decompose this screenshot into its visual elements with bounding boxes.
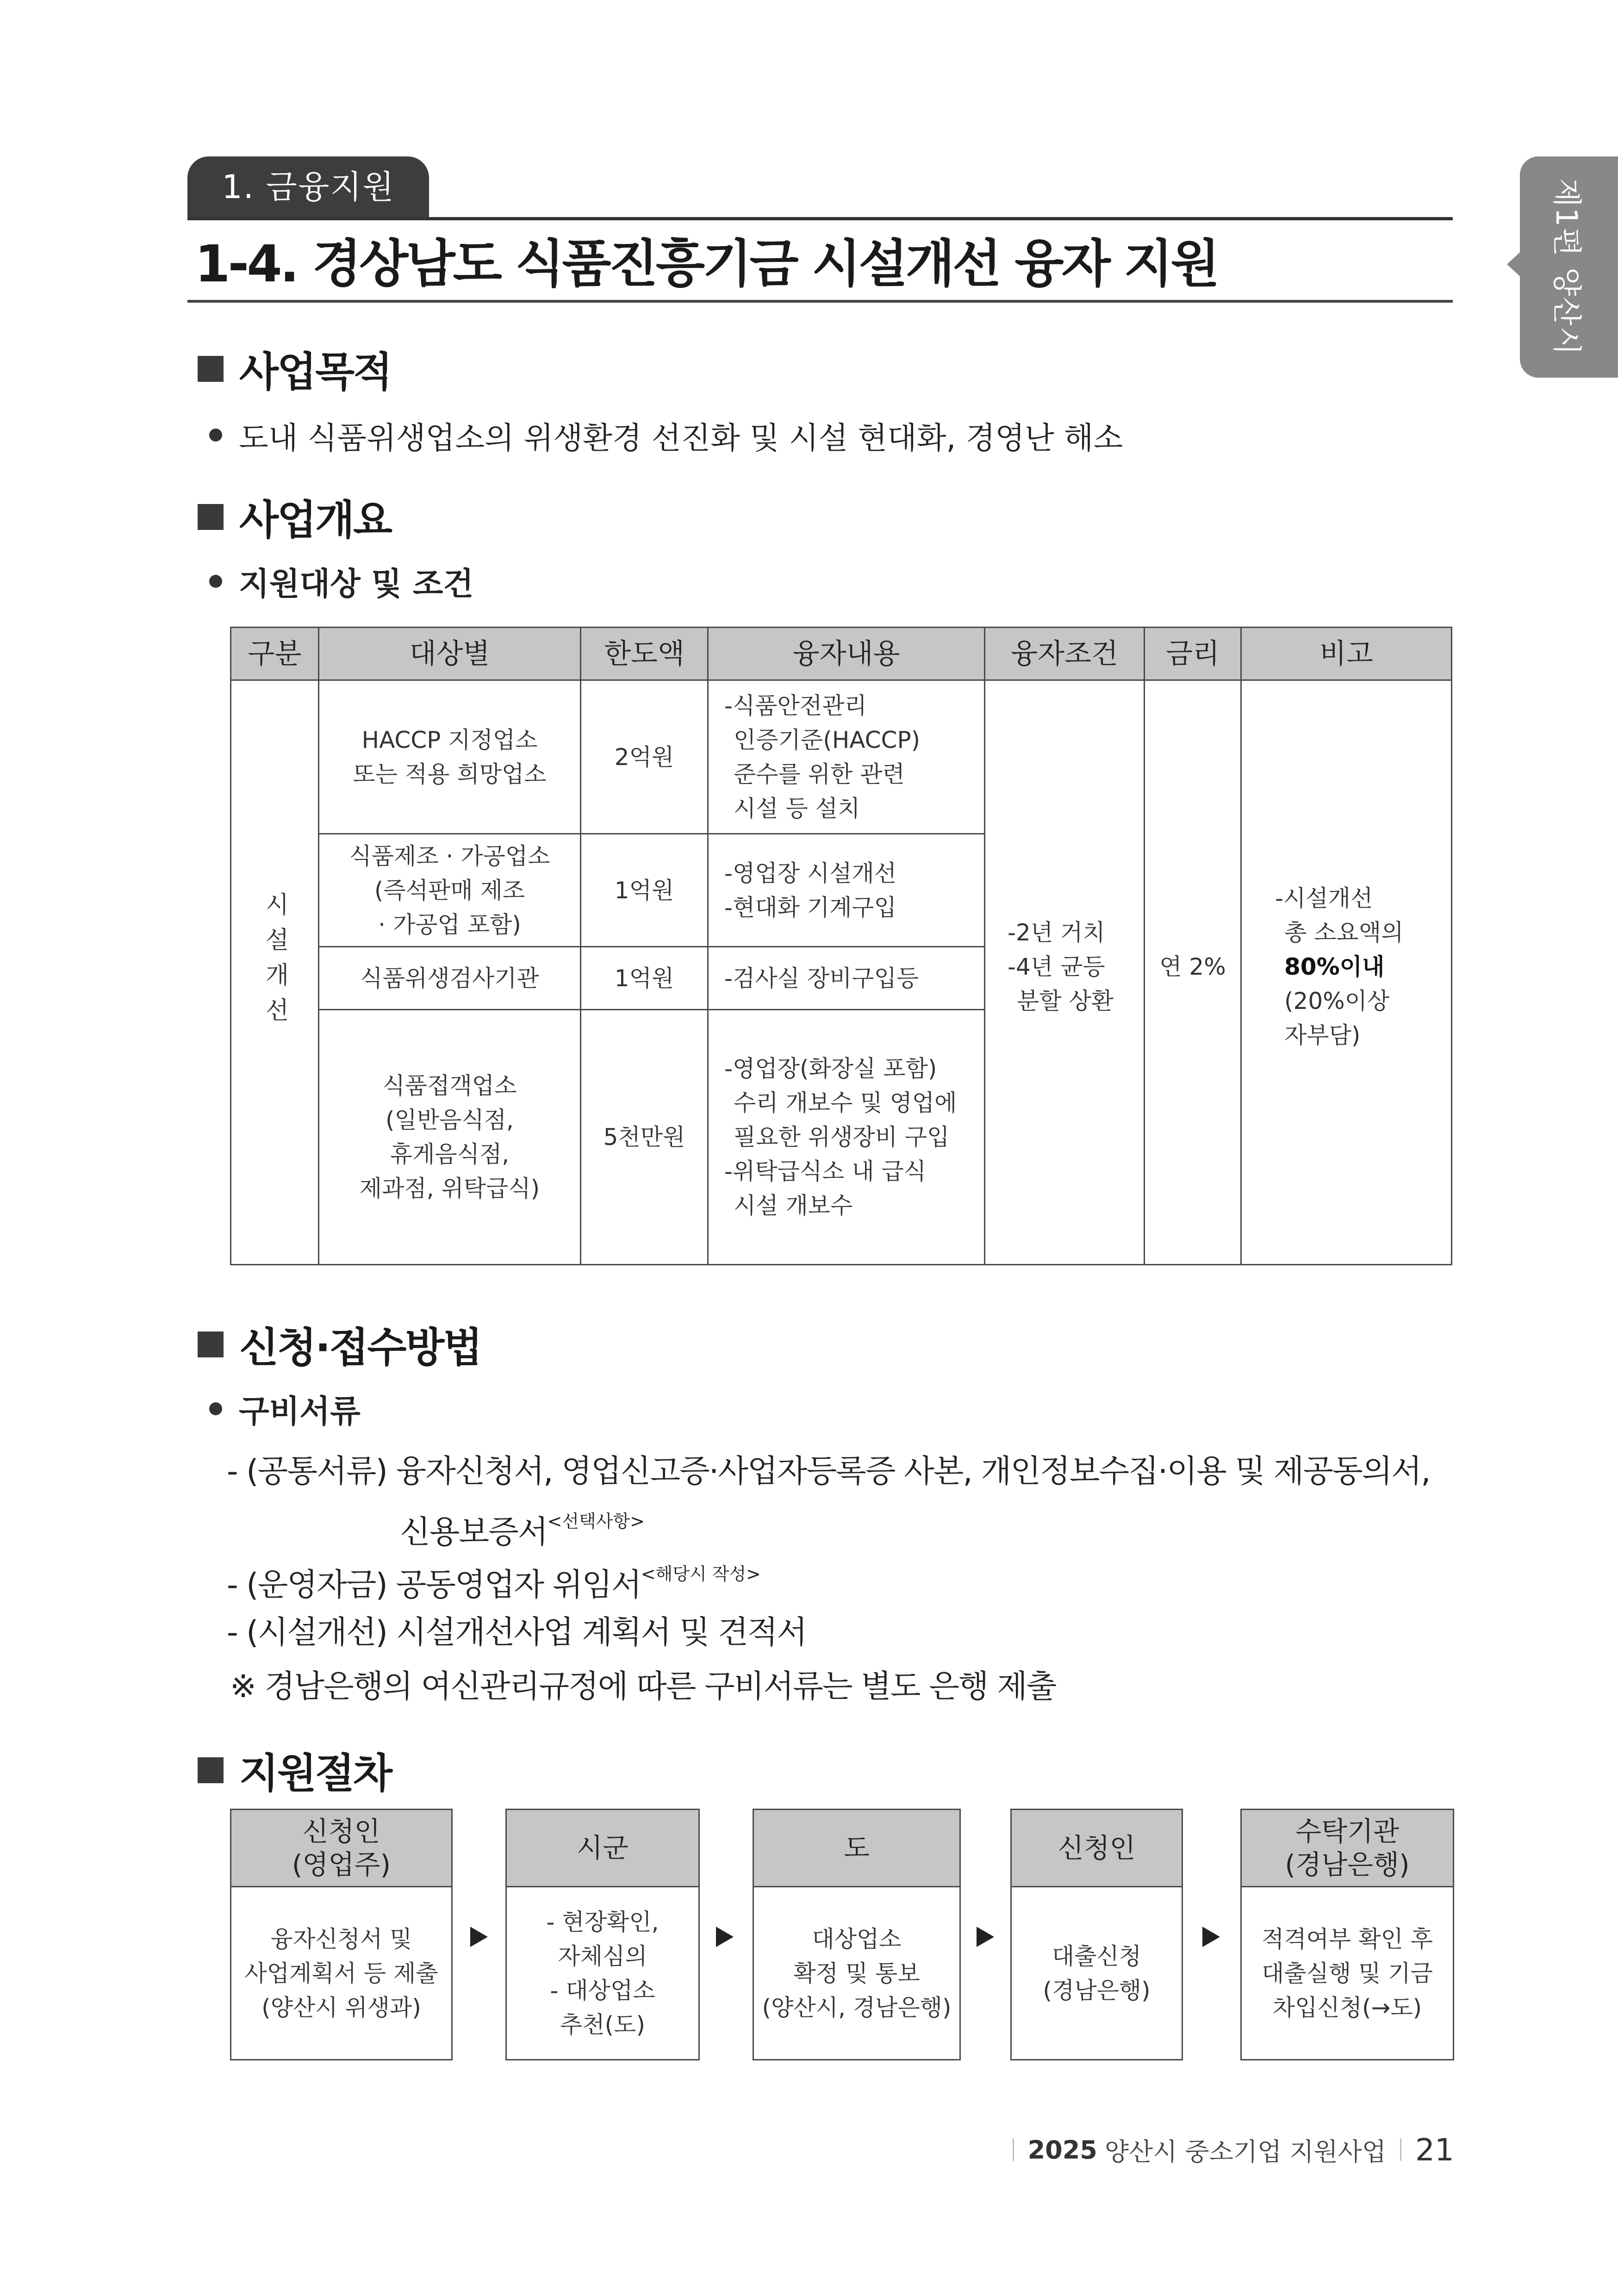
bank-notice: ※ 경남은행의 여신관리규정에 따른 구비서류는 별도 은행 제출	[230, 1668, 1056, 1705]
target-cell: 식품위생검사기관	[319, 947, 581, 1010]
target-cell: 식품접객업소 (일반음식점, 휴게음식점, 제과점, 위탁급식)	[319, 1010, 581, 1265]
round-bullet-icon	[209, 429, 222, 442]
table-row	[231, 680, 1452, 834]
procedure-heading-label: 지원절차	[239, 1749, 392, 1797]
terms-cell	[985, 680, 1145, 1265]
procedure-step	[1240, 1809, 1454, 2060]
content-item: -위탁급식소 내 급식 시설 개보수	[724, 1158, 927, 1219]
page-number: 21	[1415, 2132, 1454, 2168]
content-item: -영업장 시설개선	[724, 859, 897, 887]
content-cell	[708, 947, 985, 1010]
limit-cell: 2억원	[581, 680, 708, 834]
documents-subheading: 구비서류	[239, 1393, 361, 1430]
content-cell	[708, 834, 985, 947]
note-cell	[1241, 680, 1452, 1265]
square-bullet-icon	[198, 504, 224, 530]
category-cell	[231, 680, 319, 1265]
header-limit: 한도액	[581, 628, 708, 680]
category-label: 시설개선	[261, 892, 289, 1033]
content-item: -식품안전관리 인증기준(HACCP) 준수를 위한 관련 시설 등 설치	[724, 692, 921, 822]
note-text-after: (20%이상 자부담)	[1284, 988, 1390, 1049]
document-text: 신용보증서	[400, 1514, 548, 1551]
document-text: - (운영자금) 공동영업자 위임서	[227, 1567, 641, 1604]
arrow-right-icon	[470, 1927, 488, 1947]
title-rule	[187, 300, 1453, 303]
loan-conditions-table	[230, 627, 1452, 1265]
content-item: -검사실 장비구입등	[724, 964, 919, 992]
limit-cell: 5천만원	[581, 1010, 708, 1265]
note-item	[1275, 881, 1446, 1052]
content-cell	[708, 680, 985, 834]
content-cell	[708, 1010, 985, 1265]
application-heading	[198, 1319, 481, 1370]
purpose-heading-label: 사업목적	[239, 348, 392, 396]
arrow-right-icon	[977, 1927, 994, 1947]
step-action: 적격여부 확인 후 대출실행 및 기금 차입신청(→도)	[1262, 1925, 1433, 2021]
procedure-heading	[198, 1745, 391, 1796]
application-heading-label: 신청·접수방법	[239, 1324, 481, 1371]
step-action: 대출신청 (경남은행)	[1043, 1942, 1151, 2004]
square-bullet-icon	[198, 1332, 224, 1357]
step-actor: 수탁기관 (경남은행)	[1242, 1810, 1453, 1887]
arrow-right-icon	[1202, 1927, 1220, 1947]
terms-item: -2년 거치	[1008, 919, 1105, 946]
triangle-left-icon	[1507, 252, 1520, 276]
document-text: - (시설개선) 시설개선사업 계획서 및 견적서	[227, 1614, 807, 1651]
step-action: 융자신청서 및 사업계획서 등 제출 (양산시 위생과)	[244, 1925, 438, 2021]
target-cell: 식품제조 · 가공업소 (즉석판매 제조 · 가공업 포함)	[319, 834, 581, 947]
document-text: - (공통서류) 융자신청서, 영업신고증·사업자등록증 사본, 개인정보수집·이용 및 제공동의서,	[227, 1453, 1430, 1490]
procedure-step	[505, 1809, 700, 2060]
square-bullet-icon	[198, 1757, 224, 1783]
documents-bullet	[209, 1388, 361, 1430]
procedure-step	[230, 1809, 453, 2060]
overview-subheading: 지원대상 및 조건	[239, 566, 474, 603]
step-actor: 신청인 (영업주)	[231, 1810, 451, 1887]
purpose-heading	[198, 343, 391, 394]
purpose-text: 도내 식품위생업소의 위생환경 선진화 및 시설 현대화, 경영난 해소	[239, 420, 1123, 456]
step-action: 대상업소 확정 및 통보 (양산시, 경남은행)	[762, 1925, 952, 2021]
chapter-side-tab-label: 제1편 양산시	[1549, 178, 1583, 356]
header-content: 융자내용	[708, 628, 985, 680]
overview-bullet	[209, 560, 473, 602]
step-actor: 도	[754, 1810, 959, 1887]
header-terms: 융자조건	[985, 628, 1145, 680]
header-rate: 금리	[1145, 628, 1241, 680]
table-header-row	[231, 628, 1452, 680]
footer-year: 2025	[1027, 2135, 1097, 2165]
header-category: 구분	[231, 628, 319, 680]
note-text-before: -시설개선 총 소요액의	[1275, 885, 1404, 946]
top-rule	[187, 217, 1453, 220]
header-note: 비고	[1241, 628, 1452, 680]
document-line-facility	[227, 1610, 806, 1656]
step-action: - 현장확인, 자체심의 - 대상업소 추천(도)	[546, 1908, 659, 2038]
chapter-side-tab	[1520, 156, 1618, 378]
step-actor: 시군	[507, 1810, 698, 1887]
document-note: <선택사항>	[547, 1511, 645, 1531]
page-footer	[999, 2131, 1454, 2168]
overview-heading	[198, 492, 391, 542]
content-item: -현대화 기계구입	[724, 894, 897, 921]
terms-item: -4년 균등 분할 상환	[1008, 953, 1114, 1014]
target-cell: HACCP 지정업소 또는 적용 희망업소	[319, 680, 581, 834]
footer-divider	[1400, 2139, 1401, 2161]
arrow-right-icon	[716, 1927, 734, 1947]
document-line-guarantee	[400, 1503, 645, 1549]
overview-heading-label: 사업개요	[239, 496, 392, 544]
footer-divider	[1013, 2139, 1014, 2161]
round-bullet-icon	[209, 575, 222, 588]
rate-cell: 연 2%	[1145, 680, 1241, 1265]
document-note: <해당시 작성>	[641, 1564, 761, 1584]
footer-title: 양산시 중소기업 지원사업	[1104, 2137, 1387, 2166]
limit-cell: 1억원	[581, 834, 708, 947]
section-tab: 1. 금융지원	[187, 156, 429, 218]
procedure-step	[1010, 1809, 1183, 2060]
procedure-step	[753, 1809, 961, 2060]
page-title: 1-4. 경상남도 식품진흥기금 시설개선 융자 지원	[195, 234, 1218, 293]
round-bullet-icon	[209, 1402, 222, 1415]
square-bullet-icon	[198, 356, 224, 382]
purpose-bullet	[209, 414, 1123, 456]
step-actor: 신청인	[1012, 1810, 1182, 1887]
note-text-bold: 80%이내	[1284, 953, 1385, 980]
document-line-operating	[227, 1556, 761, 1602]
header-target: 대상별	[319, 628, 581, 680]
document-line-common	[227, 1449, 1430, 1495]
limit-cell: 1억원	[581, 947, 708, 1010]
content-item: -영업장(화장실 포함) 수리 개보수 및 영업에 필요한 위생장비 구입	[724, 1055, 957, 1151]
